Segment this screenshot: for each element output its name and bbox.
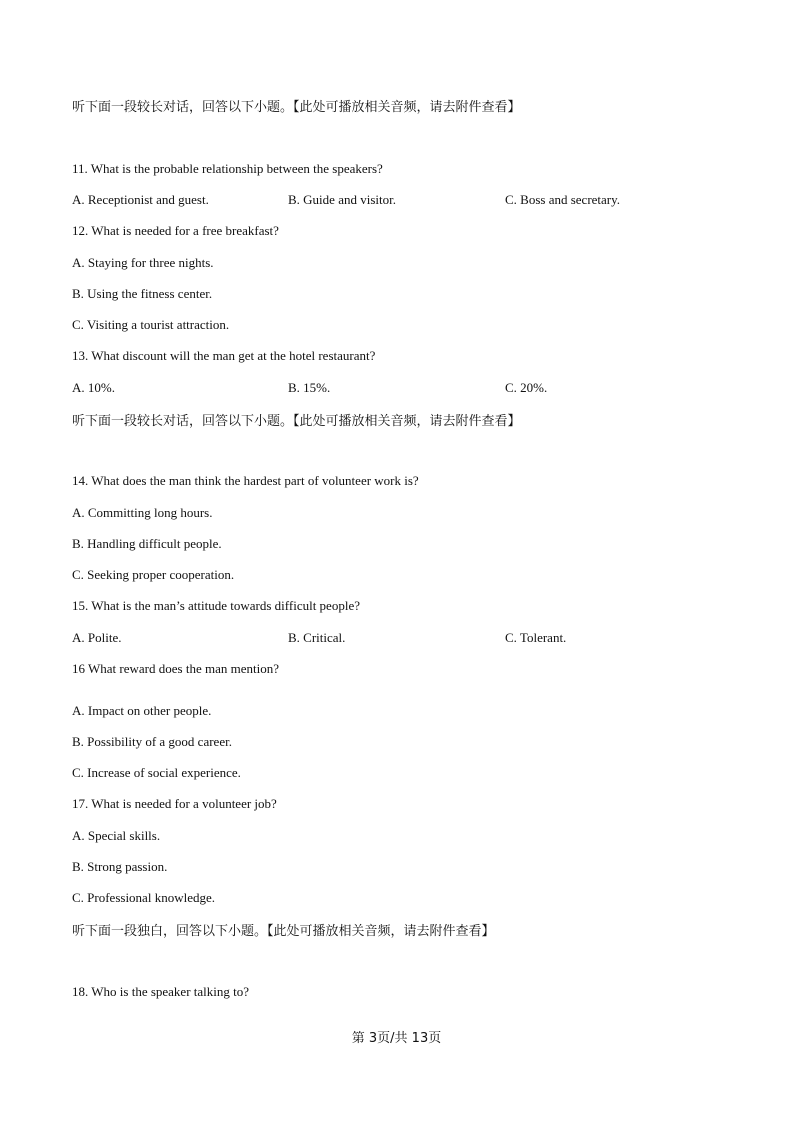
option-c: C. Tolerant. bbox=[505, 630, 567, 645]
question-11: 11. What is the probable relationship between the speakers? bbox=[72, 161, 383, 176]
option-a: A. Special skills. bbox=[72, 828, 161, 843]
option-a: A. Impact on other people. bbox=[72, 703, 212, 718]
question-13: 13. What discount will the man get at the hotel restaurant? bbox=[72, 348, 376, 363]
option-b: B. Strong passion. bbox=[72, 859, 168, 874]
section-header: 听下面一段较长对话，回答以下小题。【此处可播放相关音频，请去附件查看】 bbox=[72, 414, 521, 429]
option-a: A. Staying for three nights. bbox=[72, 255, 214, 270]
option-c: C. Professional knowledge. bbox=[72, 890, 215, 905]
option-a: A. Polite. bbox=[72, 630, 122, 645]
question-15: 15. What is the man’s attitude towards difficult people? bbox=[72, 598, 360, 613]
option-c: C. Seeking proper cooperation. bbox=[72, 567, 235, 582]
page-number: 第 3页/共 13页 bbox=[351, 1031, 442, 1046]
option-c: C. Increase of social experience. bbox=[72, 765, 241, 780]
question-12: 12. What is needed for a free breakfast? bbox=[72, 223, 279, 238]
section-header: 听下面一段独白，回答以下小题。【此处可播放相关音频，请去附件查看】 bbox=[72, 924, 495, 939]
option-b: B. Critical. bbox=[288, 630, 346, 645]
question-11-options bbox=[72, 192, 732, 210]
question-15-options bbox=[72, 630, 732, 648]
option-b: B. Handling difficult people. bbox=[72, 536, 222, 551]
question-18: 18. Who is the speaker talking to? bbox=[72, 984, 250, 999]
option-b: B. Using the fitness center. bbox=[72, 286, 213, 301]
question-13-options bbox=[72, 380, 732, 398]
option-c: C. 20%. bbox=[505, 380, 548, 395]
option-c: C. Boss and secretary. bbox=[505, 192, 621, 207]
option-b: B. Guide and visitor. bbox=[288, 192, 396, 207]
option-b: B. Possibility of a good career. bbox=[72, 734, 232, 749]
question-14: 14. What does the man think the hardest part of volunteer work is? bbox=[72, 473, 419, 488]
option-a: A. Receptionist and guest. bbox=[72, 192, 209, 207]
question-16: 16 What reward does the man mention? bbox=[72, 661, 279, 676]
option-b: B. 15%. bbox=[288, 380, 331, 395]
question-17: 17. What is needed for a volunteer job? bbox=[72, 796, 277, 811]
option-c: C. Visiting a tourist attraction. bbox=[72, 317, 230, 332]
option-a: A. 10%. bbox=[72, 380, 115, 395]
option-a: A. Committing long hours. bbox=[72, 505, 213, 520]
section-header: 听下面一段较长对话，回答以下小题。【此处可播放相关音频，请去附件查看】 bbox=[72, 100, 521, 115]
